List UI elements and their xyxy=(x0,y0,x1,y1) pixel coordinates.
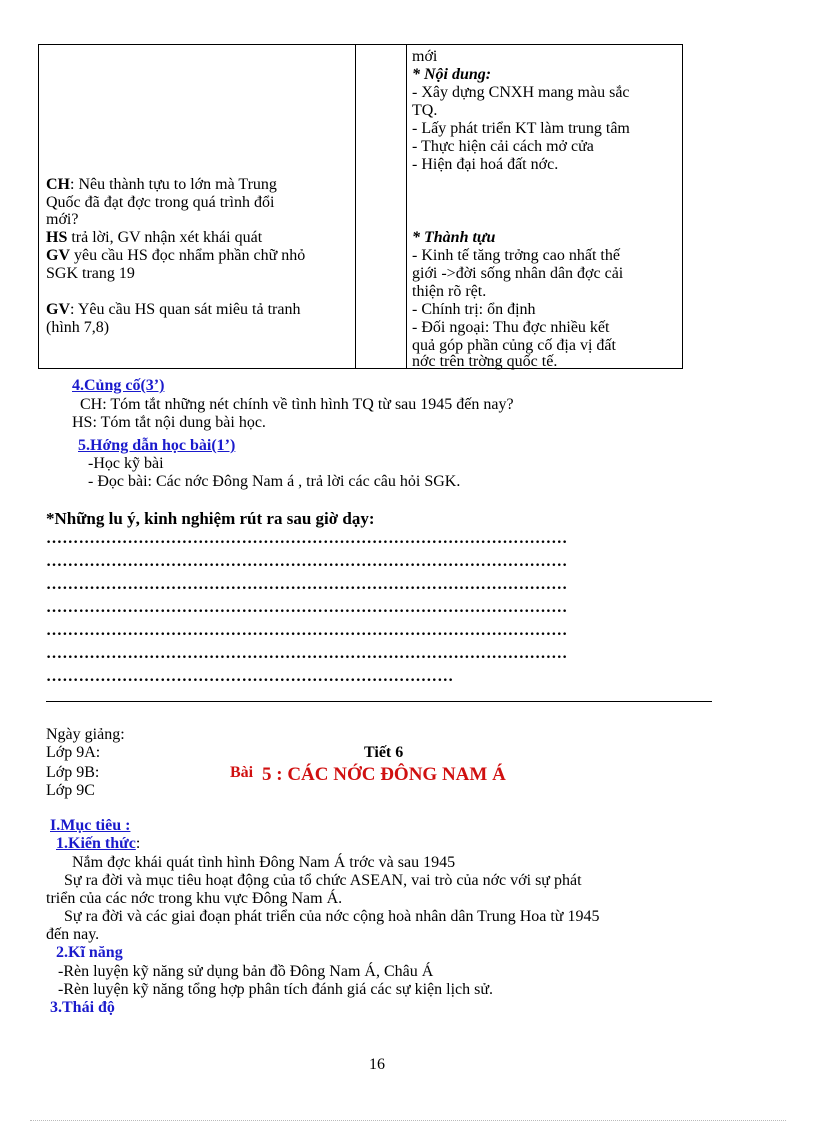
thanh-tuu-item-4: - Chính trị: ổn định xyxy=(412,301,536,318)
thanh-tuu-item-2: giới ->đời sống nhân dân đợc cải xyxy=(412,265,624,282)
lop-9a: Lớp 9A: xyxy=(46,744,101,761)
cung-co-line-2: HS: Tóm tắt nội dung bài học. xyxy=(72,414,266,431)
page-number: 16 xyxy=(369,1056,385,1073)
left-line-5: GV yêu cầu HS đọc nhẩm phần chữ nhỏ xyxy=(46,247,306,264)
cung-co-heading: 4.Củng cố(3’) xyxy=(72,377,165,394)
dot-line-2: …………………………………………………………………………………… xyxy=(46,553,568,570)
noi-dung-item-1: - Xây dựng CNXH mang màu sắc xyxy=(412,84,630,101)
dot-line-3: …………………………………………………………………………………… xyxy=(46,576,568,593)
left-line-4: HS trả lời, GV nhận xét khái quát xyxy=(46,229,263,246)
dot-line-7: ………………………………………………………………… xyxy=(46,668,454,685)
kien-thuc-line-3: triển của các nớc trong khu vực Đông Nam Á. xyxy=(46,890,343,907)
dot-line-1: …………………………………………………………………………………… xyxy=(46,530,568,547)
noi-dung-heading: * Nội dung: xyxy=(412,66,492,83)
section-divider xyxy=(46,701,712,702)
lesson-title: 5 : CÁC NỚC ĐÔNG NAM Á xyxy=(262,764,506,785)
noi-dung-item-5: - Hiện đại hoá đất nớc. xyxy=(412,156,559,173)
right-cont: mới xyxy=(412,48,438,65)
noi-dung-item-2: TQ. xyxy=(412,102,438,119)
bai-prefix: Bài xyxy=(230,764,254,781)
lop-9c: Lớp 9C xyxy=(46,782,95,799)
lesson-table xyxy=(38,44,683,369)
left-line-8: (hình 7,8) xyxy=(46,319,110,336)
left-line-2: Quốc đã đạt đợc trong quá trình đổi xyxy=(46,194,275,211)
huong-dan-line-1: -Học kỹ bài xyxy=(88,455,164,472)
dot-line-4: …………………………………………………………………………………… xyxy=(46,599,568,616)
thanh-tuu-item-7: nớc trên trờng quốc tế. xyxy=(412,353,558,370)
kien-thuc-line-2: Sự ra đời và mục tiêu hoạt động của tổ chức ASEAN, vai trò của nớc với sự phát xyxy=(64,872,582,889)
kien-thuc-heading: 1.Kiến thức: xyxy=(56,835,141,852)
column-divider-1 xyxy=(355,45,356,368)
ki-nang-heading: 2.Kĩ năng xyxy=(56,944,123,961)
kien-thuc-line-5: đến nay. xyxy=(46,926,100,943)
cung-co-line-1: CH: Tóm tắt những nét chính về tình hình TQ từ sau 1945 đến nay? xyxy=(80,396,514,413)
thanh-tuu-item-5: - Đối ngoại: Thu đợc nhiều kết xyxy=(412,319,610,336)
tiet-label: Tiết 6 xyxy=(364,744,404,761)
dot-line-5: …………………………………………………………………………………… xyxy=(46,622,568,639)
left-line-6: SGK trang 19 xyxy=(46,265,135,282)
lop-9b: Lớp 9B: xyxy=(46,764,100,781)
thanh-tuu-item-1: - Kinh tế tăng trởng cao nhất thế xyxy=(412,247,620,264)
ki-nang-line-2: -Rèn luyện kỹ năng tổng hợp phân tích đánh giá các sự kiện lịch sử. xyxy=(58,981,494,998)
noi-dung-item-4: - Thực hiện cải cách mở cửa xyxy=(412,138,594,155)
left-line-3: mới? xyxy=(46,211,79,228)
column-divider-2 xyxy=(406,45,407,368)
muc-tieu-heading: I.Mục tiêu : xyxy=(50,817,131,834)
huong-dan-heading: 5.Hớng dẫn học bài(1’) xyxy=(78,437,236,454)
noi-dung-item-3: - Lấy phát triển KT làm trung tâm xyxy=(412,120,630,137)
kien-thuc-line-1: Nắm đợc khái quát tình hình Đông Nam Á trớc và sau 1945 xyxy=(72,854,456,871)
thanh-tuu-item-3: thiện rõ rệt. xyxy=(412,283,487,300)
ki-nang-line-1: -Rèn luyện kỹ năng sử dụng bản đồ Đông Nam Á, Châu Á xyxy=(58,963,434,980)
luu-y-heading: *Những lu ý, kinh nghiệm rút ra sau giờ dạy: xyxy=(46,509,375,528)
thanh-tuu-item-6: quả góp phần củng cố địa vị đất xyxy=(412,337,616,354)
left-line-7: GV: Yêu cầu HS quan sát miêu tả tranh xyxy=(46,301,301,318)
thai-do-heading: 3.Thái độ xyxy=(50,999,115,1016)
huong-dan-line-2: - Đọc bài: Các nớc Đông Nam á , trả lời các câu hỏi SGK. xyxy=(88,473,461,490)
dot-line-6: …………………………………………………………………………………… xyxy=(46,645,568,662)
kien-thuc-line-4: Sự ra đời và các giai đoạn phát triển của nớc cộng hoà nhân dân Trung Hoa từ 1945 xyxy=(64,908,600,925)
ngay-giang: Ngày giảng: xyxy=(46,726,125,743)
page-bottom-edge xyxy=(30,1120,786,1121)
left-line-1: CH: Nêu thành tựu to lớn mà Trung xyxy=(46,176,277,193)
thanh-tuu-heading: * Thành tựu xyxy=(412,229,496,246)
